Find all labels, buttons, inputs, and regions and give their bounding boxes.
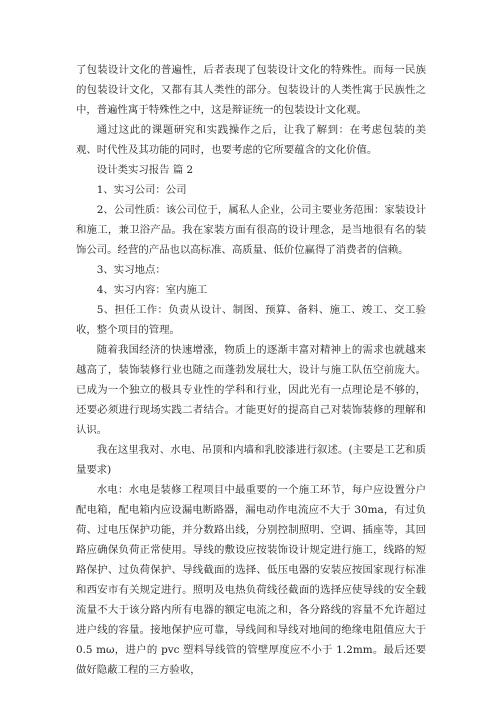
list-item: 2、公司性质：该公司位于，属私人企业，公司主要业务范围：家装设计和施工，兼卫浴产品。我在家装方面有很高的设计理念，是当地很有名的装饰公司。经营的产品也以高标准、高质量、低价位赢得了消费者的信赖。 [76, 204, 426, 256]
list-item: 3、实习地点： [96, 264, 166, 276]
body-paragraph: 通过这此的课题研究和实践操作之后，让我了解到：在考虑包装的美观、时代性及其功能的同时，也要考虑的它所要蕴含的文化价值。 [76, 124, 426, 156]
body-paragraph: 水电：水电是装修工程项目中最重要的一个施工环节，每户应设置分户配电箱，配电箱内应设漏电断路器，漏电动作电流应不大于 30ma，有过负荷、过电压保护功能，并分数路出线，分别控制照明、空调、插座等，其回路应确保负荷正常使用。导线的敷设应按装饰设计规定进行施工，线路的短路保护、过负荷保护、导线截面的选择、低压电器的安装应按国家现行标准和西安市有关规定进行。照明及电热负荷线径截面的选择应使导线的安全载流量不大于该分路内所有电器的额定电流之和，各分路线的容量不允许超过进户线的容量。接地保护应可靠，导线间和导线对地间的绝缘电阻值应大于 0.5 mω，进户的 pvc 塑料导线管的管壁厚度应不小于 1.2mm。最后还要做好隐蔽工程的三方验收， [76, 484, 426, 676]
list-item: 1、实习公司：公司 [96, 184, 187, 196]
body-paragraph: 了包装设计文化的普遍性，后者表现了包装设计文化的特殊性。而每一民族的包装设计文化，又都有其人类性的部分。包装设计的人类性寓于民族性之中，普遍性寓于特殊性之中，这是辩证统一的包装设计文化观。 [76, 64, 426, 116]
list-item: 4、实习内容：室内施工 [96, 284, 208, 296]
body-paragraph: 我在这里我对、水电、吊顶和内墙和乳胶漆进行叙述。(主要是工艺和质量要求) [76, 444, 426, 476]
list-item: 5、担任工作：负责从设计、制图、预算、备料、施工、竣工、交工验收，整个项目的管理。 [76, 304, 426, 336]
document-page [76, 60, 426, 680]
section-heading: 设计类实习报告 篇 2 [96, 164, 194, 176]
body-paragraph: 随着我国经济的快速增涨，物质上的逐渐丰富对精神上的需求也就越来越高了，装饰装修行业也随之而蓬勃发展壮大，设计与施工队伍空前庞大。已成为一个独立的极具专业性的学科和行业，因此光有一点理论是不够的，还要必须进行现场实践二者结合。才能更好的提高自己对装饰装修的理解和认识。 [76, 344, 426, 436]
